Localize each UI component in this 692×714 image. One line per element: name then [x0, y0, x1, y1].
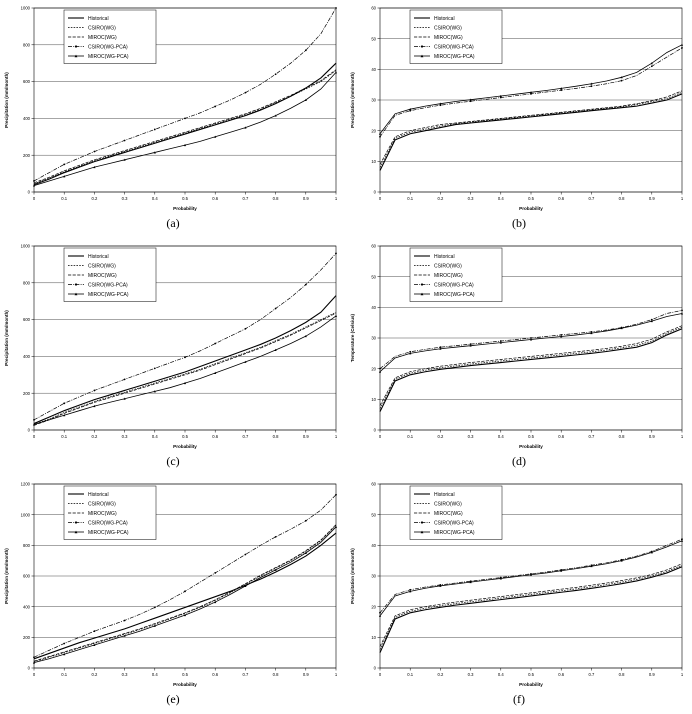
svg-text:0.3: 0.3 — [121, 672, 128, 677]
panel-caption: (f) — [513, 692, 525, 706]
svg-text:30: 30 — [371, 335, 376, 341]
svg-text:0.9: 0.9 — [302, 434, 309, 439]
legend-label: Historical — [88, 491, 109, 498]
svg-text:0.7: 0.7 — [588, 434, 595, 439]
svg-text:0: 0 — [378, 672, 382, 677]
series-line — [380, 94, 682, 171]
svg-text:0.7: 0.7 — [242, 196, 249, 201]
series-line — [34, 70, 336, 183]
svg-text:200: 200 — [23, 634, 30, 640]
legend-label: MIROC(WG) — [88, 34, 117, 41]
svg-text:0.1: 0.1 — [61, 434, 68, 439]
svg-text:Probability: Probability — [519, 206, 543, 211]
svg-text:60: 60 — [371, 481, 376, 487]
legend-label: CSIRO(WG-PCA) — [434, 282, 474, 289]
svg-text:200: 200 — [23, 390, 30, 396]
svg-text:60: 60 — [371, 243, 376, 249]
svg-text:0.5: 0.5 — [182, 196, 188, 201]
panel-caption: (d) — [512, 454, 526, 468]
svg-text:Precipitation (mm/month): Precipitation (mm/month) — [4, 310, 9, 366]
svg-text:0.2: 0.2 — [91, 434, 98, 439]
svg-text:0.4: 0.4 — [497, 434, 504, 439]
svg-text:0.5: 0.5 — [528, 196, 534, 201]
legend-label: MIROC(WG-PCA) — [88, 53, 129, 60]
legend-label: MIROC(WG-PCA) — [434, 291, 475, 298]
series-line — [380, 313, 682, 371]
svg-text:0.4: 0.4 — [497, 196, 504, 201]
svg-text:0: 0 — [378, 196, 382, 201]
svg-text:0.2: 0.2 — [437, 672, 444, 677]
svg-text:Probability: Probability — [173, 682, 197, 687]
svg-text:0.9: 0.9 — [648, 434, 655, 439]
legend-label: MIROC(WG) — [88, 272, 117, 279]
svg-text:0.7: 0.7 — [242, 672, 249, 677]
chart-panel — [0, 238, 346, 456]
chart-panel — [346, 476, 692, 694]
svg-text:1200: 1200 — [20, 481, 30, 487]
svg-text:0.8: 0.8 — [618, 434, 625, 439]
series-line — [380, 91, 682, 165]
svg-text:0: 0 — [27, 189, 30, 195]
svg-text:1: 1 — [334, 672, 338, 677]
svg-text:10: 10 — [371, 634, 376, 640]
svg-text:50: 50 — [371, 512, 376, 518]
svg-text:20: 20 — [371, 366, 376, 372]
svg-text:0.9: 0.9 — [648, 672, 655, 677]
legend-label: CSIRO(WG-PCA) — [434, 520, 474, 527]
series-line — [34, 525, 336, 661]
legend-label: CSIRO(WG) — [434, 25, 462, 32]
svg-text:1: 1 — [334, 434, 338, 439]
legend-label: MIROC(WG) — [88, 510, 117, 517]
legend-label: MIROC(WG) — [434, 272, 463, 279]
legend-label: CSIRO(WG-PCA) — [434, 44, 474, 51]
chart-cell-e — [0, 476, 346, 714]
svg-text:30: 30 — [371, 573, 376, 579]
legend-label: Historical — [434, 15, 455, 22]
svg-text:0.6: 0.6 — [212, 196, 219, 201]
svg-text:0.5: 0.5 — [182, 672, 188, 677]
legend-label: CSIRO(WG) — [434, 501, 462, 508]
svg-text:0.9: 0.9 — [302, 196, 309, 201]
svg-text:0.8: 0.8 — [618, 196, 625, 201]
svg-text:0: 0 — [373, 189, 376, 195]
legend-label: CSIRO(WG) — [434, 263, 462, 270]
svg-text:0.4: 0.4 — [151, 196, 158, 201]
svg-text:Probability: Probability — [519, 444, 543, 449]
svg-text:0.2: 0.2 — [437, 196, 444, 201]
svg-text:0.8: 0.8 — [272, 672, 279, 677]
legend-label: CSIRO(WG) — [88, 263, 116, 270]
svg-text:20: 20 — [371, 128, 376, 134]
series-line — [34, 296, 336, 424]
chart-cell-f — [346, 476, 692, 714]
series-line — [34, 72, 336, 185]
svg-text:10: 10 — [371, 396, 376, 402]
svg-text:0: 0 — [373, 665, 376, 671]
series-line — [380, 541, 682, 616]
svg-text:Probability: Probability — [173, 444, 197, 449]
svg-text:50: 50 — [371, 274, 376, 280]
svg-text:20: 20 — [371, 604, 376, 610]
svg-text:0.8: 0.8 — [618, 672, 625, 677]
svg-text:0.9: 0.9 — [302, 672, 309, 677]
legend-label: Historical — [434, 253, 455, 260]
svg-text:1: 1 — [680, 434, 684, 439]
svg-text:Temperature (Celsius): Temperature (Celsius) — [350, 313, 355, 363]
chart-cell-c — [0, 238, 346, 476]
svg-text:Probability: Probability — [519, 682, 543, 687]
svg-text:0.4: 0.4 — [497, 672, 504, 677]
svg-text:1: 1 — [680, 672, 684, 677]
chart-panel — [346, 0, 692, 218]
svg-text:0.1: 0.1 — [407, 672, 414, 677]
legend-label: MIROC(WG-PCA) — [88, 291, 129, 298]
svg-text:Precipitation (mm/month): Precipitation (mm/month) — [350, 548, 355, 604]
svg-text:1: 1 — [334, 196, 338, 201]
svg-text:10: 10 — [371, 158, 376, 164]
svg-text:Precipitation (mm/month): Precipitation (mm/month) — [4, 548, 9, 604]
svg-text:0.4: 0.4 — [151, 672, 158, 677]
legend-label: MIROC(WG) — [434, 34, 463, 41]
svg-text:Precipitation (mm/month): Precipitation (mm/month) — [4, 72, 9, 128]
legend-label: CSIRO(WG-PCA) — [88, 520, 128, 527]
svg-text:50: 50 — [371, 36, 376, 42]
legend-label: CSIRO(WG) — [88, 25, 116, 32]
svg-text:0.6: 0.6 — [558, 434, 565, 439]
svg-text:800: 800 — [23, 542, 30, 548]
svg-text:0.8: 0.8 — [272, 434, 279, 439]
legend-label: Historical — [88, 253, 109, 260]
svg-text:0.1: 0.1 — [407, 196, 414, 201]
svg-text:0.7: 0.7 — [588, 196, 595, 201]
svg-text:0.5: 0.5 — [528, 672, 534, 677]
svg-text:0.2: 0.2 — [91, 672, 98, 677]
legend-label: CSIRO(WG-PCA) — [88, 282, 128, 289]
panel-caption: (c) — [166, 454, 180, 468]
svg-text:0.5: 0.5 — [182, 434, 188, 439]
svg-text:0.3: 0.3 — [467, 672, 474, 677]
legend-label: MIROC(WG-PCA) — [434, 53, 475, 60]
svg-text:600: 600 — [23, 317, 30, 323]
svg-text:0: 0 — [32, 672, 36, 677]
chart-cell-b — [346, 0, 692, 238]
panel-caption: (a) — [166, 216, 180, 230]
chart-cell-a — [0, 0, 346, 238]
svg-text:800: 800 — [23, 280, 30, 286]
chart-panel — [346, 238, 692, 456]
legend-label: Historical — [88, 15, 109, 22]
svg-text:1000: 1000 — [20, 5, 30, 11]
svg-text:0.2: 0.2 — [91, 196, 98, 201]
svg-text:0: 0 — [378, 434, 382, 439]
series-line — [34, 313, 336, 425]
svg-text:400: 400 — [23, 116, 30, 121]
chart-panel — [0, 0, 346, 218]
svg-text:1000: 1000 — [20, 243, 30, 249]
legend-label: CSIRO(WG) — [88, 501, 116, 508]
chart-panel — [0, 476, 346, 694]
legend-label: Historical — [434, 491, 455, 498]
svg-text:0.3: 0.3 — [467, 196, 474, 201]
svg-text:600: 600 — [23, 573, 30, 579]
svg-text:0.5: 0.5 — [528, 434, 534, 439]
svg-text:400: 400 — [23, 604, 30, 610]
svg-text:0.1: 0.1 — [61, 672, 68, 677]
svg-text:0.3: 0.3 — [467, 434, 474, 439]
legend-label: MIROC(WG-PCA) — [88, 529, 129, 536]
svg-text:0.7: 0.7 — [242, 434, 249, 439]
svg-text:600: 600 — [23, 79, 30, 85]
svg-text:0: 0 — [32, 196, 36, 201]
svg-text:0: 0 — [27, 427, 30, 433]
svg-text:30: 30 — [371, 97, 376, 103]
svg-text:0.6: 0.6 — [558, 672, 565, 677]
svg-text:0.1: 0.1 — [61, 196, 68, 201]
svg-text:0.6: 0.6 — [558, 196, 565, 201]
chart-cell-d — [346, 238, 692, 476]
legend-label: MIROC(WG) — [434, 510, 463, 517]
svg-text:400: 400 — [23, 354, 30, 359]
svg-text:0.7: 0.7 — [588, 672, 595, 677]
svg-text:0.2: 0.2 — [437, 434, 444, 439]
svg-text:0.8: 0.8 — [272, 196, 279, 201]
legend-label: CSIRO(WG-PCA) — [88, 44, 128, 51]
svg-text:1000: 1000 — [20, 512, 30, 518]
svg-text:800: 800 — [23, 42, 30, 48]
svg-text:0.6: 0.6 — [212, 672, 219, 677]
svg-text:Probability: Probability — [173, 206, 197, 211]
svg-text:0: 0 — [32, 434, 36, 439]
svg-text:0.6: 0.6 — [212, 434, 219, 439]
series-line — [34, 525, 336, 661]
series-line — [34, 533, 336, 659]
svg-text:1: 1 — [680, 196, 684, 201]
panel-caption: (e) — [166, 692, 180, 706]
svg-text:Precipitation (mm/month): Precipitation (mm/month) — [350, 72, 355, 128]
svg-text:0.9: 0.9 — [648, 196, 655, 201]
panel-caption: (b) — [512, 216, 526, 230]
svg-text:200: 200 — [23, 152, 30, 158]
legend-label: MIROC(WG-PCA) — [434, 529, 475, 536]
series-line — [380, 565, 682, 649]
svg-text:40: 40 — [371, 66, 376, 72]
svg-text:0: 0 — [27, 665, 30, 671]
svg-text:0.1: 0.1 — [407, 434, 414, 439]
svg-text:60: 60 — [371, 5, 376, 11]
svg-text:0.4: 0.4 — [151, 434, 158, 439]
svg-text:0.3: 0.3 — [121, 196, 128, 201]
svg-text:0.3: 0.3 — [121, 434, 128, 439]
svg-text:0: 0 — [373, 427, 376, 433]
svg-text:40: 40 — [371, 304, 376, 310]
svg-text:40: 40 — [371, 542, 376, 548]
